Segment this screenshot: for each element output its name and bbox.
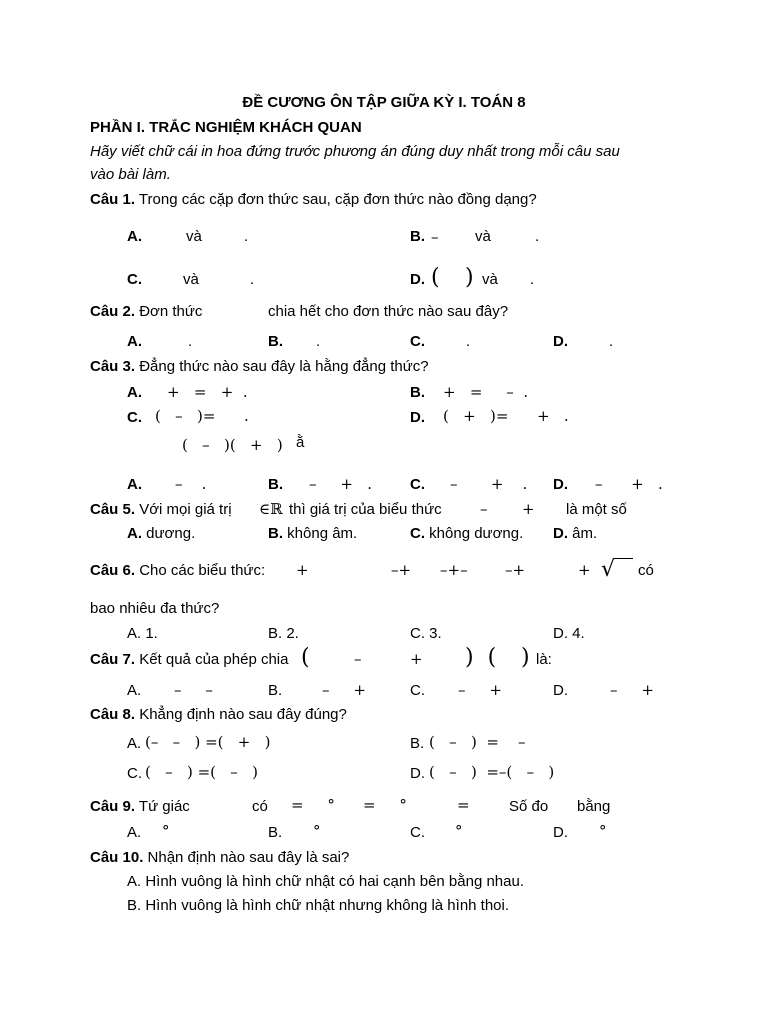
- q8-option-c-label: C.: [127, 765, 142, 782]
- q6-option-c: C. 3.: [410, 625, 442, 642]
- question-text: Trong các cặp đơn thức sau, cặp đơn thức nào đồng dạng?: [138, 191, 537, 208]
- q7-paren-1: (: [301, 645, 310, 670]
- question-label: Câu 3.: [90, 358, 136, 375]
- q6-text-3: bao nhiêu đa thức?: [90, 600, 220, 617]
- q9-option-a-deg: °: [162, 822, 170, 840]
- q2-option-c: C.: [410, 333, 425, 350]
- q2-option-b-dot: .: [316, 333, 321, 350]
- q9-expr-1: = °: [291, 796, 335, 814]
- question-1: [90, 191, 537, 208]
- q6-option-a: A. 1.: [127, 625, 158, 642]
- q1-option-c-label: C.: [127, 271, 142, 288]
- question-label: Câu 2.: [90, 303, 136, 320]
- q9-text-2: có: [252, 798, 268, 815]
- q6-expr-3: –+–: [440, 561, 468, 579]
- q2-option-b: B.: [268, 333, 283, 350]
- q8-option-d-expr: ( – ) =–( – ): [429, 763, 555, 781]
- q1-option-c-text: và: [183, 271, 199, 288]
- q6-text-2: có: [638, 562, 654, 579]
- q5-real-set-symbol: ∈ℝ: [259, 500, 283, 518]
- section-heading: PHẦN I. TRẮC NGHIỆM KHÁCH QUAN: [90, 119, 362, 136]
- q5-option-d: D. âm.: [553, 525, 598, 542]
- q9-option-b: B.: [268, 824, 283, 841]
- q7-plus: +: [410, 650, 423, 668]
- q7-option-a-label: A.: [127, 682, 142, 699]
- question-label: Câu 6.: [90, 562, 136, 579]
- q1-option-c-dot: .: [250, 271, 255, 288]
- q3-option-a-expr: + = + .: [167, 383, 248, 401]
- q9-option-a: A.: [127, 824, 142, 841]
- q2-option-c-dot: .: [466, 333, 471, 350]
- instruction-line-2: vào bài làm.: [90, 166, 171, 183]
- q5-text-3: là một số: [566, 501, 627, 518]
- q10-option-b: B. Hình vuông là hình chữ nhật nhưng không là hình thoi.: [127, 897, 510, 914]
- q6-expr-5: +: [578, 561, 591, 579]
- q9-option-d: D.: [553, 824, 568, 841]
- question-text: Khẳng định nào sau đây đúng?: [139, 706, 347, 723]
- q1-option-b-text: và: [475, 228, 491, 245]
- q9-text-4: bằng: [577, 798, 611, 815]
- q7-paren-3: ): [521, 645, 530, 670]
- question-text: Nhận định nào sau đây là sai?: [147, 849, 350, 866]
- q7-option-c-expr: – +: [458, 681, 502, 699]
- q10-option-a: A. Hình vuông là hình chữ nhật có hai cạnh bên bằng nhau.: [127, 873, 525, 890]
- q3-option-a-label: A.: [127, 384, 142, 401]
- question-label: Câu 10.: [90, 849, 144, 866]
- q2-text-2: chia hết cho đơn thức nào sau đây?: [268, 303, 509, 320]
- q9-option-b-deg: °: [313, 822, 321, 840]
- q3-option-b-expr: + = – .: [443, 383, 529, 401]
- q3-option-d-expr: ( + )= + .: [443, 407, 569, 425]
- q5-minus: –: [480, 500, 488, 518]
- question-text-1: Cho các biểu thức:: [139, 562, 266, 579]
- q3-option-c-label: C.: [127, 409, 142, 426]
- q8-option-a-label: A.: [127, 735, 142, 752]
- q2-option-d-dot: .: [609, 333, 614, 350]
- q4-option-b-label: B.: [268, 476, 283, 493]
- q6-option-d: D. 4.: [553, 625, 585, 642]
- q7-option-d-label: D.: [553, 682, 568, 699]
- q1-option-a-text: và: [186, 228, 202, 245]
- question-3: [90, 358, 429, 375]
- instruction-line-1: Hãy viết chữ cái in hoa đứng trước phương án đúng duy nhất trong mỗi câu sau: [90, 143, 620, 160]
- q6-root-bar: [615, 558, 633, 559]
- q5-plus: +: [522, 500, 535, 518]
- q1-option-a-label: A.: [127, 228, 142, 245]
- q4-option-d-expr: – + .: [595, 475, 663, 493]
- q7-option-a-expr: – –: [174, 681, 213, 699]
- q6-root-sign: √: [601, 557, 616, 582]
- q1-option-d-paren-close: ): [465, 265, 474, 290]
- question-9: [90, 798, 190, 815]
- q4-expression: ( – )( + ): [182, 436, 283, 454]
- question-label: Câu 9.: [90, 798, 136, 815]
- q4-option-d-label: D.: [553, 476, 568, 493]
- question-text-1: Với mọi giá trị: [139, 501, 232, 518]
- q6-expr-1: +: [296, 561, 309, 579]
- q4-text-fragment: ằ: [296, 434, 305, 451]
- q9-expr-2: = °: [363, 796, 407, 814]
- q4-option-a-label: A.: [127, 476, 142, 493]
- q3-option-d-label: D.: [410, 409, 425, 426]
- q7-text-2: là:: [536, 651, 552, 668]
- question-2: [90, 303, 202, 320]
- q5-text-2: thì giá trị của biểu thức: [289, 501, 442, 518]
- q1-option-b-label: B.: [410, 228, 425, 245]
- q7-option-d-expr: – +: [610, 681, 654, 699]
- q1-option-d-dot: .: [530, 271, 535, 288]
- question-8: [90, 706, 347, 723]
- q9-expr-3: =: [457, 796, 470, 814]
- q6-expr-2: –+: [391, 561, 412, 579]
- q7-option-b-label: B.: [268, 682, 283, 699]
- question-label: Câu 1.: [90, 191, 136, 208]
- q8-option-b-expr: ( – ) = –: [429, 733, 526, 751]
- q1-option-b-minus: –: [431, 228, 439, 246]
- question-label: Câu 8.: [90, 706, 136, 723]
- q1-option-b-dot: .: [535, 228, 540, 245]
- q7-minus: –: [354, 650, 362, 668]
- question-label: Câu 5.: [90, 501, 136, 518]
- q9-text-3: Số đo: [509, 798, 549, 815]
- q8-option-b-label: B.: [410, 735, 425, 752]
- q4-option-a-expr: – .: [175, 475, 207, 493]
- question-label: Câu 7.: [90, 651, 136, 668]
- q6-option-b: B. 2.: [268, 625, 299, 642]
- q3-option-b-label: B.: [410, 384, 425, 401]
- q2-option-a: A.: [127, 333, 142, 350]
- question-7: [90, 651, 288, 668]
- q2-option-a-dot: .: [188, 333, 193, 350]
- q8-option-c-expr: ( – ) =( – ): [145, 763, 258, 781]
- question-5: [90, 501, 232, 518]
- q1-option-d-label: D.: [410, 271, 425, 288]
- question-text-1: Kết quả của phép chia: [139, 651, 289, 668]
- q9-option-c-deg: °: [455, 822, 463, 840]
- q1-option-d-text: và: [482, 271, 498, 288]
- q9-option-c: C.: [410, 824, 425, 841]
- q8-option-d-label: D.: [410, 765, 425, 782]
- question-6: [90, 562, 265, 579]
- question-text-1: Tứ giác: [138, 798, 190, 815]
- q1-option-a-dot: .: [244, 228, 249, 245]
- q1-option-d-paren-open: (: [431, 265, 440, 290]
- q5-option-b: B. không âm.: [268, 525, 358, 542]
- q5-option-c: C. không dương.: [410, 525, 524, 542]
- q4-option-b-expr: – + .: [309, 475, 372, 493]
- q7-option-c-label: C.: [410, 682, 425, 699]
- q4-option-c-label: C.: [410, 476, 425, 493]
- q9-option-d-deg: °: [599, 822, 607, 840]
- question-10: [90, 849, 349, 866]
- question-text-1: Đơn thức: [139, 303, 203, 320]
- q4-option-c-expr: – + .: [450, 475, 528, 493]
- doc-title: ĐỀ CƯƠNG ÔN TẬP GIỮA KỲ I. TOÁN 8: [242, 94, 526, 111]
- question-text: Đẳng thức nào sau đây là hằng đẳng thức?: [139, 358, 429, 375]
- q8-option-a-expr: (– – ) =( + ): [145, 733, 271, 751]
- q5-option-a: A. dương.: [127, 525, 196, 542]
- q3-option-c-expr: ( – )= .: [155, 407, 249, 425]
- q2-option-d: D.: [553, 333, 568, 350]
- q7-option-b-expr: – +: [322, 681, 366, 699]
- q7-paren-2: ) (: [465, 645, 497, 670]
- q6-expr-4: –+: [505, 561, 526, 579]
